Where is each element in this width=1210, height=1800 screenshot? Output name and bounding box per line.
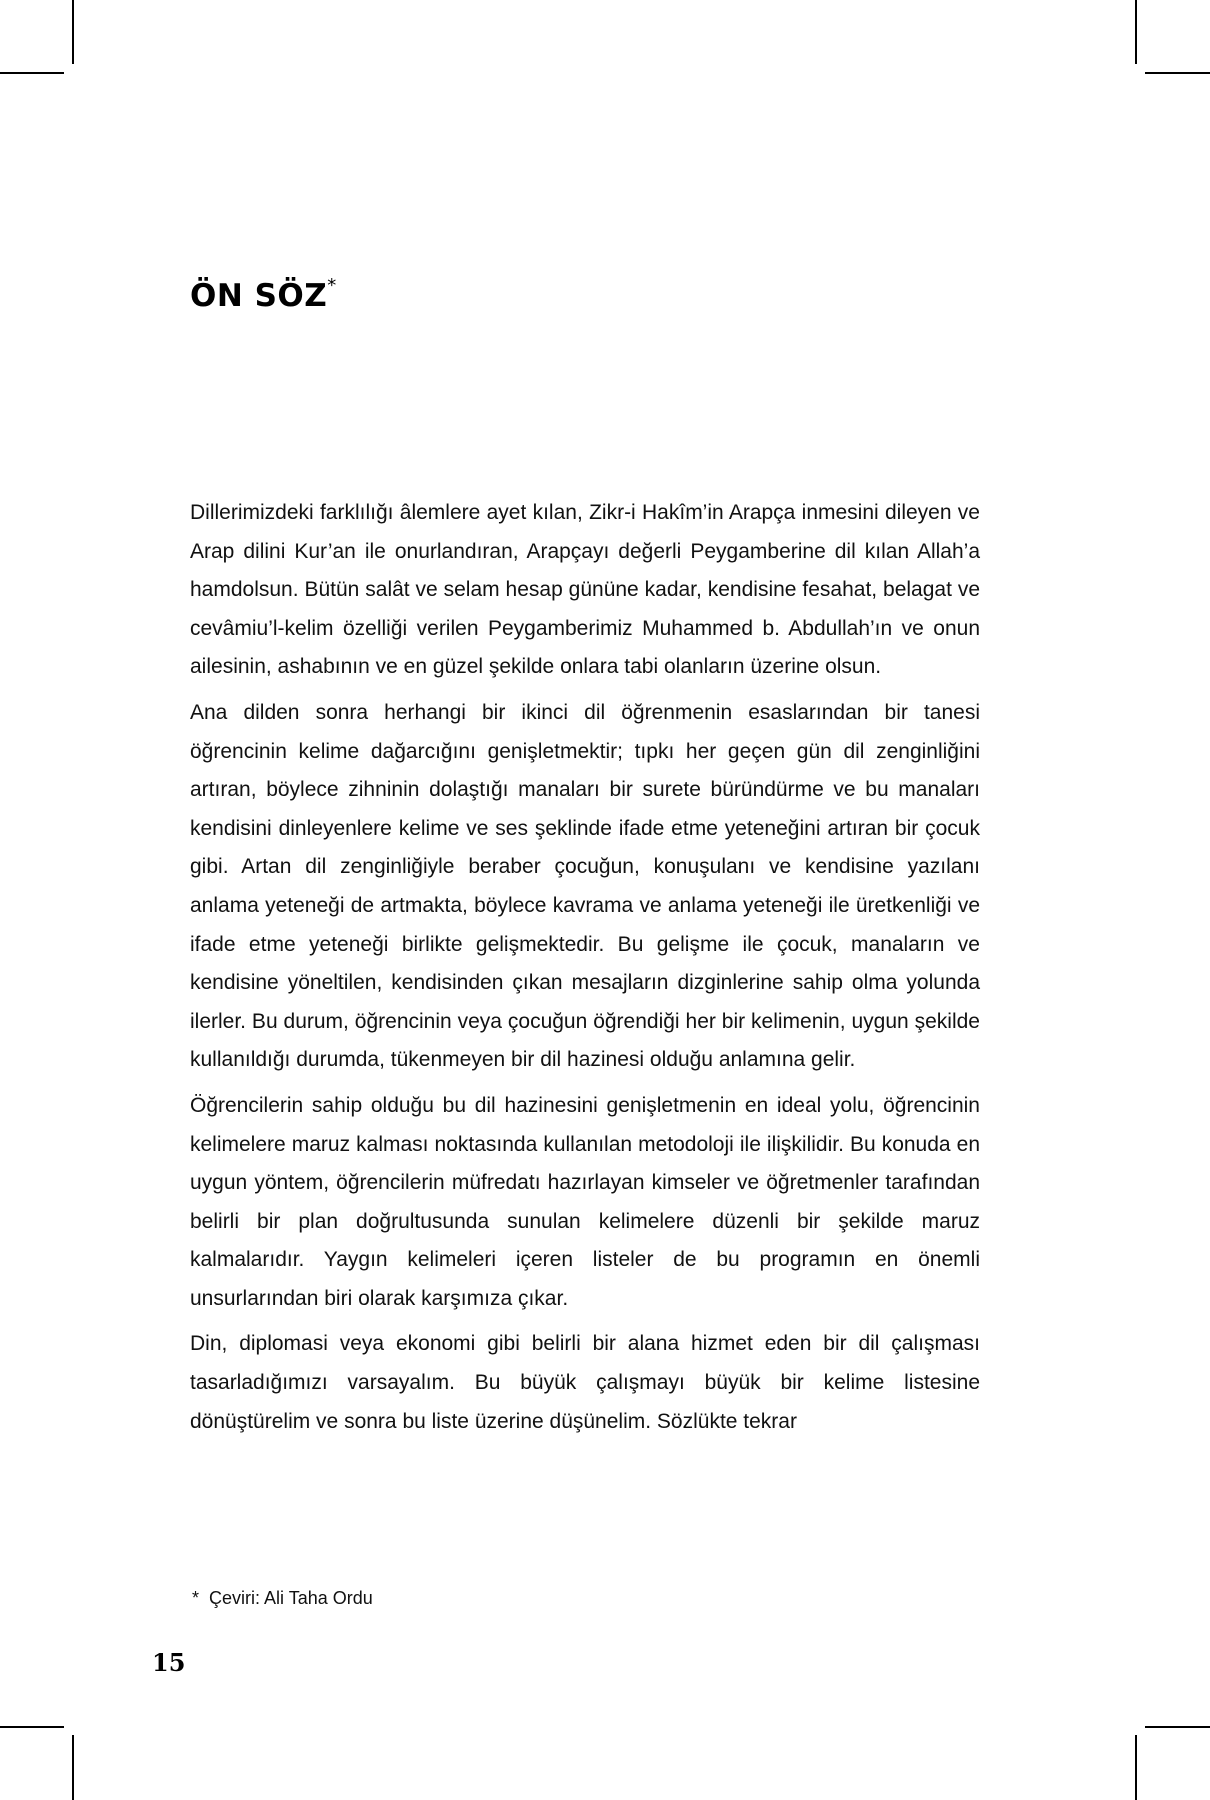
crop-mark-bottom-right-vertical <box>1135 1735 1137 1800</box>
footnote-text: Çeviri: Ali Taha Ordu <box>209 1588 373 1608</box>
crop-mark-top-right-vertical <box>1135 0 1137 64</box>
paragraph: Dillerimizdeki farklılığı âlemlere ayet kılan, Zikr-i Hakîm’in Arapça inmesini dileyen ve Arap dilini Kur’an ile onurlandıran, Arapçayı değerli Peygamberine dil kılan Allah’a hamdolsun. Bütün salât ve selam hesap gününe kadar, kendisine fesahat, belagat ve cevâmiu’l-kelim özelliği verilen Peygamberimiz Muhammed b. Abdullah’ın ve onun ailesinin, ashabının ve en güzel şekilde onlara tabi olanların üzerine olsun. <box>190 501 980 679</box>
paragraph: Öğrencilerin sahip olduğu bu dil hazinesini genişletmenin en ideal yolu, öğrencinin kelimelere maruz kalması noktasında kullanılan metodoloji ile ilişkilidir. Bu konuda en uygun yöntem, öğrencilerin müfredatı hazırlayan kimseler ve öğretmenler tarafından belirli bir plan doğrultusunda sunulan kelimelere düzenli bir şekilde maruz kalmalarıdır. Yaygın kelimeleri içeren listeler de bu programın en önemli unsurlarından biri olarak karşımıza çıkar. <box>190 1093 980 1310</box>
crop-mark-top-left-vertical <box>72 0 74 64</box>
crop-mark-top-left-horizontal <box>0 72 64 74</box>
paragraph: Din, diplomasi veya ekonomi gibi belirli bir alana hizmet eden bir dil çalışması tasarladığımızı varsayalım. Bu büyük çalışmayı büyük bir kelime listesine dönüştürelim ve sonra bu liste üzerine düşünelim. Sözlükte tekrar <box>190 1332 980 1433</box>
crop-mark-bottom-left-horizontal <box>0 1726 64 1728</box>
page-number: 15 <box>152 1648 186 1677</box>
paragraph: Ana dilden sonra herhangi bir ikinci dil öğrenmenin esaslarından bir tanesi öğrencinin kelime dağarcığını genişletmektir; tıpkı her geçen gün dil zenginliğini artıran, böylece zihninin dolaştığı manaları bir surete büründürme ve bu manaları kendisini dinleyenlere kelime ve ses şeklinde ifade etme yeteneğini artıran bir çocuk gibi. Artan dil zenginliğiyle beraber çocuğun, konuşulanı ve kendisine yazılanı anlama yeteneği de artmakta, böylece kavrama ve anlama yeteneği ile üretkenliği ve ifade etme yeteneği birlikte gelişmektedir. Bu gelişme ile çocuk, manaların ve kendisine yöneltilen, kendisinden çıkan mesajların dizginlerine sahip olma yolunda ilerler. Bu durum, öğrencinin veya çocuğun öğrendiği her bir kelimenin, uygun şekilde kullanıldığı durumda, tükenmeyen bir dil hazinesi olduğu anlamına gelir. <box>190 700 980 1072</box>
chapter-title-text: ÖN SÖZ <box>190 278 328 314</box>
body-text <box>190 494 980 1448</box>
footnote-reference: * <box>327 274 337 296</box>
crop-mark-bottom-right-horizontal <box>1145 1726 1210 1728</box>
crop-mark-top-right-horizontal <box>1145 72 1210 74</box>
chapter-title <box>190 274 337 314</box>
footnote <box>192 1588 373 1609</box>
crop-mark-bottom-left-vertical <box>72 1735 74 1800</box>
footnote-marker: * <box>192 1588 200 1608</box>
